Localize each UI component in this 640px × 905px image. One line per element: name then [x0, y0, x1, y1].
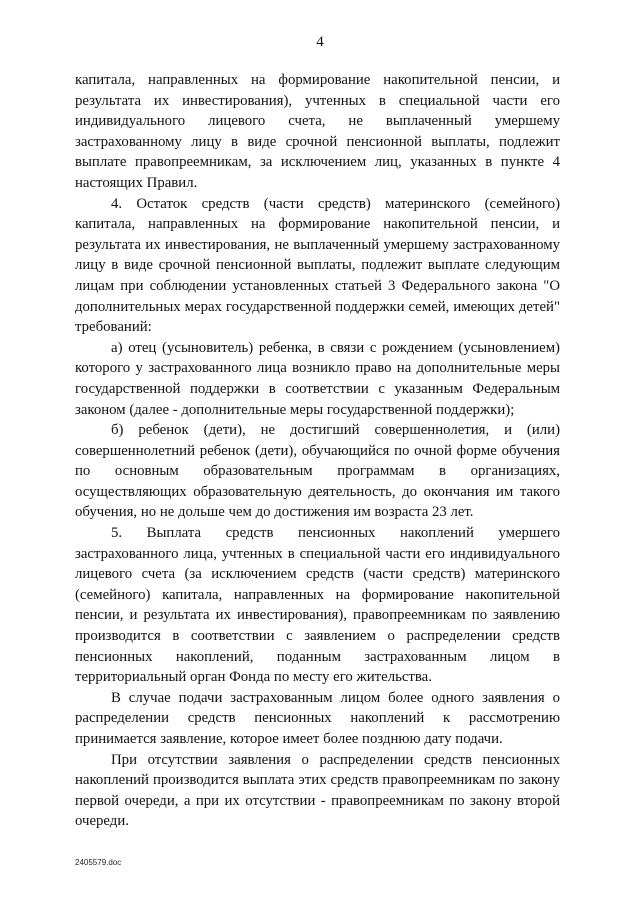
document-body: [75, 70, 560, 832]
paragraph-continuation: капитала, направленных на формирование накопительной пенсии, и результата их инвестирования), учтенных в специальной части его индивидуального лицевого счета, не выплаченный умершему застрахованному лицу в виде срочной пенсионной выплаты, подлежит выплате правопреемникам, за исключением лиц, указанных в пункте 4 настоящих Правил.: [75, 72, 560, 191]
paragraph-no-application: При отсутствии заявления о распределении средств пенсионных накоплений производится выплата этих средств правопреемникам по закону первой очереди, а при их отсутствии - правопреемникам по закону второй очереди.: [75, 751, 560, 830]
paragraph-item-5: 5. Выплата средств пенсионных накоплений умершего застрахованного лица, учтенных в специальной части его индивидуального лицевого счета (за исключением средств (части средств) материнского (семейного) капитала, направленных на формирование накопительной пенсии, и результата их инвестирования), правопреемникам по заявлению производится в соответствии с заявлением о распределении средств пенсионных накоплений, поданным застрахованным лицом в территориальный орган Фонда по месту его жительства.: [75, 525, 560, 686]
page-number: 4: [316, 34, 324, 50]
paragraph-multiple-applications: В случае подачи застрахованным лицом более одного заявления о распределении средств пенсионных накоплений к рассмотрению принимается заявление, которое имеет более позднюю дату подачи.: [75, 689, 560, 747]
paragraph-subitem-b: б) ребенок (дети), не достигший совершеннолетия, и (или) совершеннолетний ребенок (дети), обучающийся по очной форме обучения по основным образовательным программам в организациях, осуществляющих образовательную деятельность, до окончания им такого обучения, но не дольше чем до достижения им возраста 23 лет.: [75, 422, 560, 521]
paragraph-item-4: 4. Остаток средств (части средств) материнского (семейного) капитала, направленных на формирование накопительной пенсии, и результата их инвестирования, не выплаченный умершему застрахованному лицу в виде срочной пенсионной выплаты, подлежит выплате следующим лицам при соблюдении установленных статьей 3 Федерального закона "О дополнительных мерах государственной поддержки семей, имеющих детей" требований:: [75, 195, 560, 336]
footer-file-code: 2405579.doc: [75, 858, 122, 867]
paragraph-subitem-a: а) отец (усыновитель) ребенка, в связи с рождением (усыновлением) которого у застрахованного лица возникло право на дополнительные меры государственной поддержки в соответствии с указанным Федеральным законом (далее - дополнительные меры государственной поддержки);: [75, 339, 560, 418]
